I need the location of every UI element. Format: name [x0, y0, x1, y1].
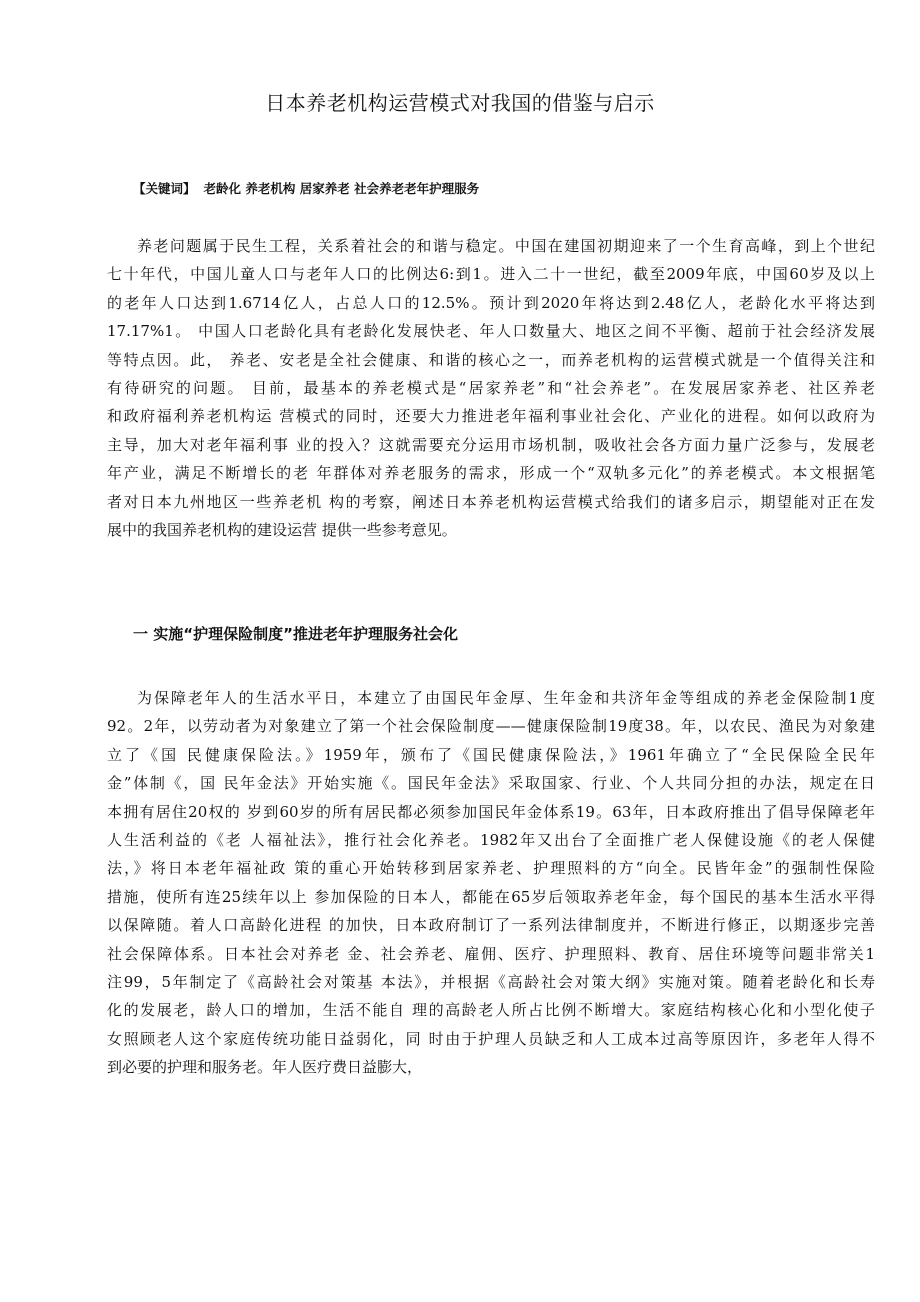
paragraph-line: 展中的我国养老机构的建设运营 提供一些参考意见。: [107, 521, 457, 540]
document-title: 日本养老机构运营模式对我国的借鉴与启示: [265, 91, 655, 115]
paragraph-line: 92。2年，以劳动者为对象建立了第一个社会保险制度——健康保险制19度38。年，以农民、渔民为对象建: [107, 717, 875, 736]
paragraph-line: 法，》将日本老年福祉政 策的重心开始转移到居家养老、护理照料的方“向全。民皆年金”的强制性保险: [107, 859, 875, 878]
paragraph-line: 人生活利益的《老 人福祉法》，推行社会化养老。1982年又出台了全面推广老人保健设施《的老人保健: [107, 831, 875, 850]
paragraph-line: 和政府福利养老机构运 营模式的同时，还要大力推进老年福利事业社会化、产业化的进程。如何以政府为: [107, 407, 875, 426]
paragraph-line: 的老年人口达到1.6714亿人，占总人口的12.5%。预计到2020年将达到2.48亿人，老龄化水平将达到: [107, 293, 875, 312]
paragraph-line: 为保障老年人的生活水平日，本建立了由国民年金厚、生年金和共济年金等组成的养老金保险制1度: [137, 689, 875, 707]
paragraph-line: 金”体制《，国 民年金法》开始实施《。国民年金法》采取国家、行业、个人共同分担的办法，规定在日: [107, 774, 875, 793]
paragraph-line: 以保障随。着人口高龄化进程 的加快，日本政府制订了一系列法律制度并，不断进行修正，以期逐步完善: [107, 916, 875, 935]
paragraph-line: 有待研究的问题。 目前，最基本的养老模式是“居家养老”和“社会养老”。在发展居家养老、社区养老: [107, 379, 875, 398]
keywords-line: [133, 180, 479, 198]
paragraph-line: 到必要的护理和服务老。年人医疗费日益膨大，: [107, 1058, 423, 1077]
paragraph-line: 养老问题属于民生工程，关系着社会的和谐与稳定。中国在建国初期迎来了一个生育高峰，到上个世纪: [137, 237, 875, 255]
paragraph-line: 注99，5年制定了《高龄社会对策基 本法》，并根据《高龄社会对策大纲》实施对策。随着老龄化和长寿: [107, 973, 875, 992]
section-1-paragraph: [107, 684, 875, 1082]
paragraph-line: 化的发展老，龄人口的增加，生活不能自 理的高龄老人所占比例不断增大。家庭结构核心化和小型化使子: [107, 1001, 875, 1020]
paragraph-line: 17.17%1。 中国人口老龄化具有老龄化发展快老、年人口数量大、地区之间不平衡、超前于社会经济发展: [107, 322, 875, 341]
paragraph-line: 措施，使所有连25续年以上 参加保险的日本人，都能在65岁后领取养老年金，每个国民的基本生活水平得: [107, 887, 875, 906]
paragraph-line: 社会保障体系。日本社会对养老 金、社会养老、雇佣、医疗、护理照料、教育、居住环境等问题非常关1: [107, 944, 875, 963]
keywords-label: 【关键词】: [133, 181, 196, 196]
paragraph-line: 七十年代，中国儿童人口与老年人口的比例达6:到1。进入二十一世纪，截至2009年底，中国60岁及以上: [107, 265, 875, 284]
section-heading: 一 实施“护理保险制度”推进老年护理服务社会化: [133, 625, 458, 643]
paragraph-line: 女照顾老人这个家庭传统功能日益弱化，同 时由于护理人员缺乏和人工成本过高等原因许，多老年人得不: [107, 1029, 875, 1048]
paragraph-line: 等特点因。此， 养老、安老是全社会健康、和谐的核心之一，而养老机构的运营模式就是一个值得关注和: [107, 350, 875, 369]
paragraph-line: 立了《国 民健康保险法。》1959年，颁布了《国民健康保险法，》1961年确立了“全民保险全民年: [107, 745, 875, 764]
paragraph-line: 本拥有居住20权的 岁到60岁的所有居民都必须参加国民年金体系19。63年，日本政府推出了倡导保障老年: [107, 802, 875, 821]
paragraph-line: 主导，加大对老年福利事 业的投入？这就需要充分运用市场机制，吸收社会各方面力量广泛参与，发展老: [107, 435, 875, 454]
intro-paragraph: [107, 232, 875, 544]
paragraph-line: 者对日本九州地区一些养老机 构的考察，阐述日本养老机构运营模式给我们的诸多启示，期望能对正在发: [107, 492, 875, 511]
paragraph-line: 年产业，满足不断增长的老 年群体对养老服务的需求，形成一个“双轨多元化”的养老模式。本文根据笔: [107, 464, 875, 483]
keywords-text: 老龄化 养老机构 居家养老 社会养老老年护理服务: [203, 181, 480, 196]
